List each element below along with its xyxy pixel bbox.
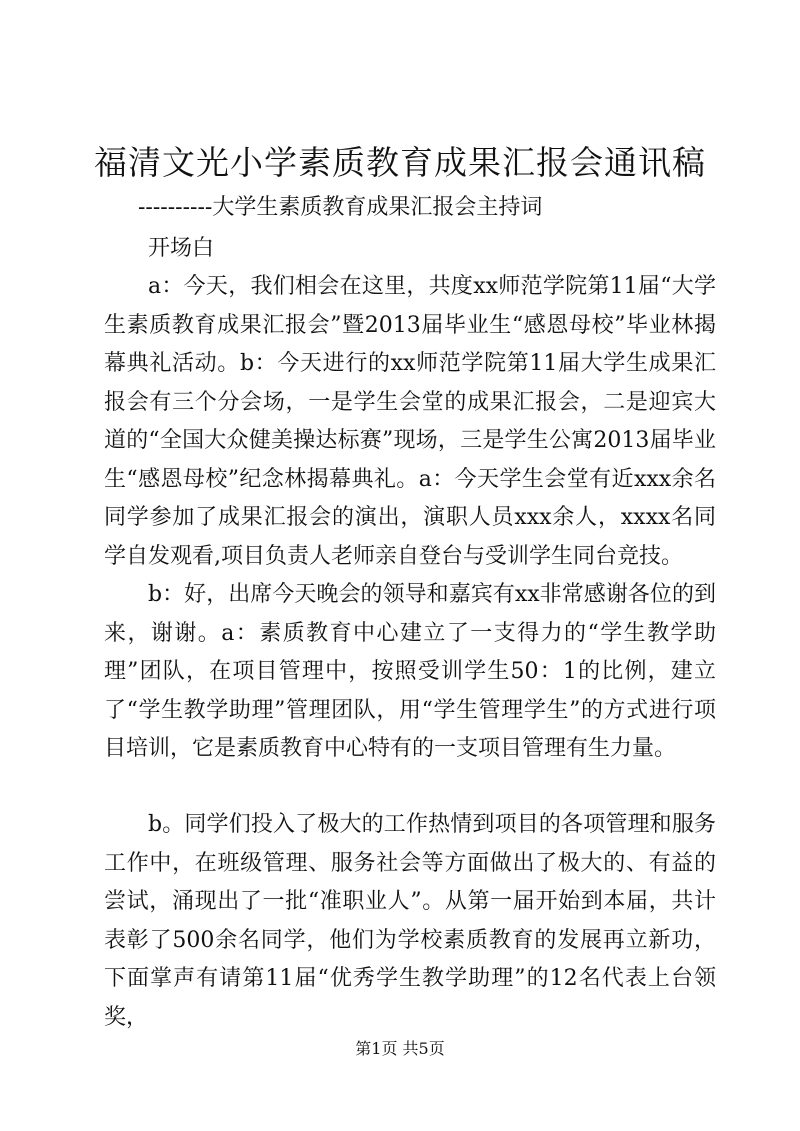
page-footer: 第1页 共5页 — [355, 1039, 445, 1058]
page-title: 福清文光小学素质教育成果汇报会通讯稿 — [94, 143, 706, 182]
section-heading: 开场白 — [148, 236, 215, 261]
paragraph: b。同学们投入了极大的工作热情到项目的各项管理和服务工作中，在班级管理、服务社会等方面做出了极大的、有益的尝试，涌现出了一批“准职业人”。从第一届开始到本届，共计表彰了500余名同学，他们为学校素质教育的发展再立新功，下面掌声有请第11届“优秀学生教学助理”的12名代表上台领奖， — [104, 812, 716, 1030]
paragraph: b：好，出席今天晚会的领导和嘉宾有xx非常感谢各位的到来，谢谢。a：素质教育中心建立了一支得力的“学生教学助理”团队，在项目管理中，按照受训学生50：1的比例，建立了“学生教学助理”管理团队，用“学生管理学生”的方式进行项目培训，它是素质教育中心特有的一支项目管理有生力量。 — [104, 582, 716, 761]
paragraph-3-block — [104, 806, 716, 1037]
paragraph: a：今天，我们相会在这里，共度xx师范学院第11届“大学生素质教育成果汇报会”暨2013届毕业生“感恩母校”毕业林揭幕典礼活动。b：今天进行的xx师范学院第11届大学生成果汇报会有三个分会场，一是学生会堂的成果汇报会，二是迎宾大道的“全国大众健美操达标赛”现场，三是学生公寓2013届毕业生“感恩母校”纪念林揭幕典礼。a：今天学生会堂有近xxx余名同学参加了成果汇报会的演出，演职人员xxx余人，xxxx名同学自发观看,项目负责人老师亲自登台与受训学生同台竞技。 — [104, 274, 716, 569]
paragraph-2-block — [104, 576, 716, 769]
paragraph-1-block — [104, 268, 716, 576]
subtitle: ----------大学生素质教育成果汇报会主持词 — [138, 195, 543, 220]
